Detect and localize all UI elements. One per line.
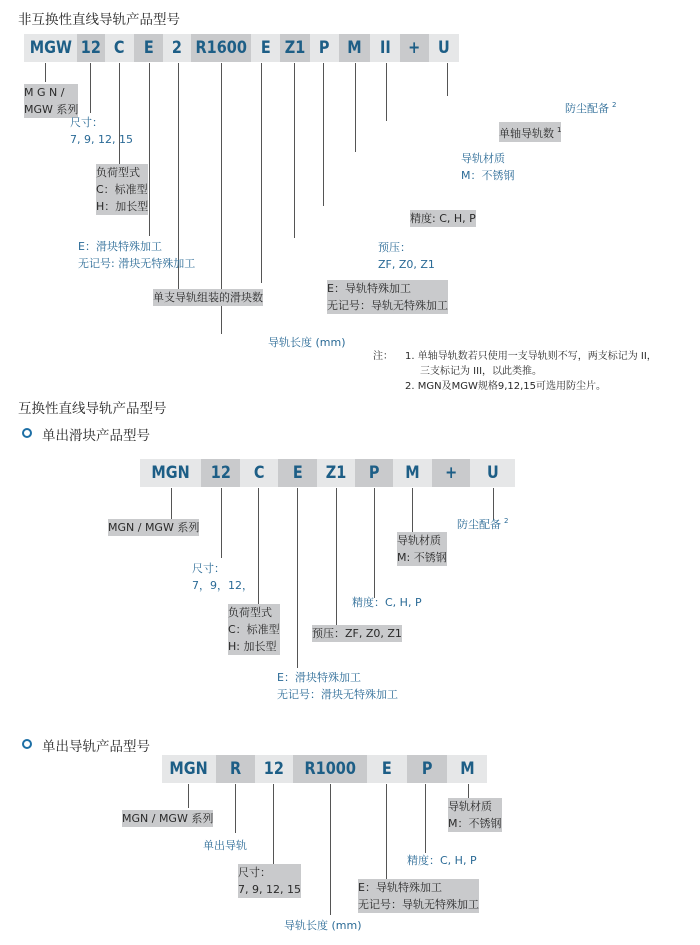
connector-line [235, 784, 236, 833]
code-label [358, 879, 479, 913]
code-label [312, 625, 402, 642]
code-segment [77, 34, 105, 62]
code-label-text: 无记号：滑块无特殊加工 [277, 688, 398, 701]
code-label-text: M：不锈钢 [448, 817, 502, 830]
code-label-text: M: 不锈钢 [397, 551, 447, 564]
code-label-line [108, 519, 199, 536]
code-segment-text: 12 [210, 463, 231, 483]
connector-line [90, 63, 91, 113]
code-label [70, 114, 133, 148]
code-label-text: 导轨材质 [448, 800, 492, 813]
code-segment [355, 459, 393, 487]
code-segment-text: II [379, 38, 391, 58]
code-label-line [268, 334, 346, 351]
code-label [499, 122, 561, 142]
code-label-line [461, 150, 515, 167]
code-segment-text: E [260, 38, 271, 58]
footnote-marker: 1 [557, 126, 562, 134]
code-label [457, 513, 508, 533]
code-label [153, 289, 263, 306]
code-label [284, 917, 362, 934]
code-segment [105, 34, 134, 62]
connector-line [297, 488, 298, 668]
code-label-text: 精度：C, H, P [352, 596, 422, 609]
code-segment-text: M [405, 463, 420, 483]
code-segment-text: Z1 [284, 38, 306, 58]
code-label [397, 532, 447, 566]
code-segment-text: E [292, 463, 303, 483]
code-label-text: E：滑块特殊加工 [277, 671, 361, 684]
code-label [327, 280, 448, 314]
code-label-text: 单支导轨组装的滑块数 [153, 291, 263, 304]
connector-line [273, 784, 274, 870]
code-segment-text: M [347, 38, 362, 58]
code-segment-text: R1600 [195, 38, 247, 58]
code-segment-text: E [382, 759, 392, 779]
section-subtitle: 单出导轨产品型号 [42, 739, 150, 755]
code-label-text: 7，9，12， [192, 579, 253, 592]
code-label-line [397, 532, 447, 549]
code-label-text: MGW 系列 [24, 103, 79, 116]
code-label-line [228, 604, 280, 621]
code-segment [240, 459, 278, 487]
code-segment-text: 12 [80, 38, 102, 58]
code-label-line [448, 798, 502, 815]
code-label-line [457, 513, 508, 533]
code-segment [317, 459, 355, 487]
code-label-line [358, 896, 479, 913]
code-label-text: 精度：C, H, P [407, 854, 477, 867]
code-segment [367, 755, 407, 783]
code-label-line [96, 181, 148, 198]
code-label-text: ZF, Z0, Z1 [378, 258, 435, 271]
code-label-line [238, 864, 301, 881]
code-label-text: 负荷型式 [96, 166, 140, 179]
code-label-line [228, 621, 280, 638]
code-label-line [499, 122, 561, 142]
code-segment-text: E [143, 38, 154, 58]
code-label [24, 84, 78, 118]
code-label-text: 导轨长度 (mm) [284, 919, 362, 932]
code-segment-text: P [368, 463, 380, 483]
code-label-text: 导轨材质 [461, 152, 505, 165]
connector-line [258, 488, 259, 610]
code-label-line [358, 879, 479, 896]
code-label [122, 810, 213, 827]
code-label-text: H: 加长型 [228, 640, 277, 653]
code-label-text: H：加长型 [96, 200, 149, 213]
code-segment [24, 34, 77, 62]
section-title: 非互换性直线导轨产品型号 [18, 12, 180, 28]
code-label-text: M：不锈钢 [461, 169, 515, 182]
note-line: 2. MGN及MGW规格9,12,15可选用防尘片。 [405, 381, 607, 392]
code-segment [191, 34, 251, 62]
code-label-line [96, 198, 148, 215]
code-segment [134, 34, 163, 62]
code-segment [201, 459, 240, 487]
code-segment-text: M [459, 759, 475, 779]
code-segment [278, 459, 317, 487]
code-segment [447, 755, 487, 783]
bullet-circle-icon [22, 739, 32, 749]
code-label-line [565, 97, 616, 117]
code-label-line [192, 577, 253, 594]
code-label-text: C：标准型 [96, 183, 148, 196]
code-segment [370, 34, 400, 62]
connector-line [323, 63, 324, 206]
model-code-bar [24, 34, 459, 62]
code-label-line [192, 560, 253, 577]
code-label [78, 238, 195, 272]
code-label-line [238, 881, 301, 898]
code-label-line [70, 114, 133, 131]
code-label-text: 导轨材质 [397, 534, 441, 547]
code-label-text: 尺寸： [192, 562, 225, 575]
code-segment [310, 34, 339, 62]
code-label-text: 无记号：导轨无特殊加工 [327, 299, 448, 312]
connector-line [171, 488, 172, 520]
code-label-line [312, 625, 402, 642]
code-segment [163, 34, 191, 62]
code-label-text: E：导轨特殊加工 [327, 282, 411, 295]
code-label-line [378, 256, 435, 273]
connector-line [188, 784, 189, 808]
code-label [268, 334, 346, 351]
code-label-line [228, 638, 280, 655]
footnote-marker: 2 [612, 101, 617, 109]
code-label-text: E：导轨特殊加工 [358, 881, 442, 894]
code-label-line [78, 238, 195, 255]
code-segment [216, 755, 255, 783]
code-label-text: 精度: C, H, P [410, 212, 476, 225]
code-label-text: 单出导轨 [203, 839, 247, 852]
code-label-line [24, 84, 78, 101]
code-label-line [277, 686, 398, 703]
code-label-text: M G N / [24, 86, 65, 99]
code-label [277, 669, 398, 703]
code-label-line [448, 815, 502, 832]
code-segment [429, 34, 459, 62]
code-segment-text: U [438, 38, 450, 58]
code-segment-text: U [486, 463, 499, 483]
connector-line [374, 488, 375, 598]
code-label [238, 864, 301, 898]
code-label-text: 7, 9, 12, 15 [70, 133, 133, 146]
code-label-line [153, 289, 263, 306]
code-label [203, 837, 247, 854]
code-label-line [378, 239, 435, 256]
code-segment [251, 34, 280, 62]
connector-line [355, 63, 356, 152]
connector-line [447, 63, 448, 96]
connector-line [261, 63, 262, 283]
footnote-marker: 2 [504, 517, 509, 525]
connector-line [294, 63, 295, 238]
connector-line [386, 784, 387, 880]
connector-line [45, 63, 46, 82]
section-subtitle: 单出滑块产品型号 [42, 428, 150, 444]
code-label-line [122, 810, 213, 827]
code-segment [140, 459, 201, 487]
code-label-line [410, 210, 476, 227]
code-label [192, 560, 253, 594]
connector-line [425, 784, 426, 853]
code-label-text: 无记号：导轨无特殊加工 [358, 898, 479, 911]
code-label-text: 尺寸： [70, 116, 103, 129]
code-label [378, 239, 435, 273]
code-label [228, 604, 280, 655]
connector-line [149, 63, 150, 236]
code-label [410, 210, 476, 227]
code-label-line [78, 255, 195, 272]
connector-line [386, 63, 387, 121]
code-segment-text: R1000 [304, 759, 356, 779]
code-segment-text: C [114, 38, 125, 58]
code-label-text: MGN / MGW 系列 [122, 812, 214, 825]
notes-items [405, 349, 657, 394]
code-label-text: 无记号: 滑块无特殊加工 [78, 257, 196, 270]
code-segment-text: + [408, 38, 421, 58]
connector-line [330, 784, 331, 915]
code-segment-text: 2 [171, 38, 183, 58]
code-label [352, 594, 422, 611]
code-label-text: 预压：ZF, Z0, Z1 [312, 627, 402, 640]
code-label-line [461, 167, 515, 184]
code-label-line [203, 837, 247, 854]
code-label-text: 负荷型式 [228, 606, 272, 619]
connector-line [221, 488, 222, 558]
code-label-line [284, 917, 362, 934]
code-label-text: MGN / MGW 系列 [108, 521, 200, 534]
code-label [108, 519, 199, 536]
code-segment-text: MGN [169, 759, 209, 779]
code-label-text: C：标准型 [228, 623, 280, 636]
code-label [565, 97, 616, 117]
code-label-text: 单轴导轨数 [499, 127, 554, 140]
code-segment-text: P [421, 759, 433, 779]
code-segment-text: P [319, 38, 330, 58]
code-label-text: 导轨长度 (mm) [268, 336, 346, 349]
code-label-line [277, 669, 398, 686]
code-label-line [327, 280, 448, 297]
code-label-text: 7, 9, 12, 15 [238, 883, 301, 896]
code-segment [432, 459, 470, 487]
code-label-text: 防尘配备 [565, 102, 609, 115]
code-segment [407, 755, 447, 783]
note-line: 三支标记为 III，以此类推。 [420, 366, 543, 377]
code-label-line [352, 594, 422, 611]
code-label [461, 150, 515, 184]
code-label-text: 尺寸： [238, 866, 271, 879]
code-segment-text: Z1 [325, 463, 347, 483]
connector-line [412, 488, 413, 533]
code-label-line [327, 297, 448, 314]
code-label [96, 164, 148, 215]
bullet-circle-icon [22, 428, 32, 438]
code-label-line [407, 852, 477, 869]
code-segment-text: R [229, 759, 242, 779]
code-label-line [96, 164, 148, 181]
code-label-text: 防尘配备 [457, 518, 501, 531]
notes-heading: 注： [373, 351, 393, 362]
code-segment [255, 755, 293, 783]
notes-block [373, 349, 657, 394]
code-segment [162, 755, 216, 783]
connector-line [468, 784, 469, 798]
code-label-line [70, 131, 133, 148]
code-segment [280, 34, 310, 62]
code-segment [393, 459, 432, 487]
code-segment-text: MGW [29, 38, 72, 58]
model-code-bar [140, 459, 515, 487]
code-label [407, 852, 477, 869]
code-label [448, 798, 502, 832]
code-segment [400, 34, 429, 62]
code-segment-text: + [444, 463, 458, 483]
section-title: 互换性直线导轨产品型号 [18, 401, 167, 417]
code-segment-text: 12 [263, 759, 285, 779]
code-segment-text: MGN [151, 463, 190, 483]
code-segment-text: C [253, 463, 265, 483]
code-label-line [397, 549, 447, 566]
model-code-bar [162, 755, 487, 783]
code-segment [470, 459, 515, 487]
note-line: 1. 单轴导轨数若只使用一支导轨则不写，两支标记为 II， [405, 351, 657, 362]
code-label-text: E：滑块特殊加工 [78, 240, 162, 253]
code-label-text: 预压： [378, 241, 411, 254]
code-segment [293, 755, 367, 783]
code-segment [339, 34, 370, 62]
connector-line [336, 488, 337, 628]
